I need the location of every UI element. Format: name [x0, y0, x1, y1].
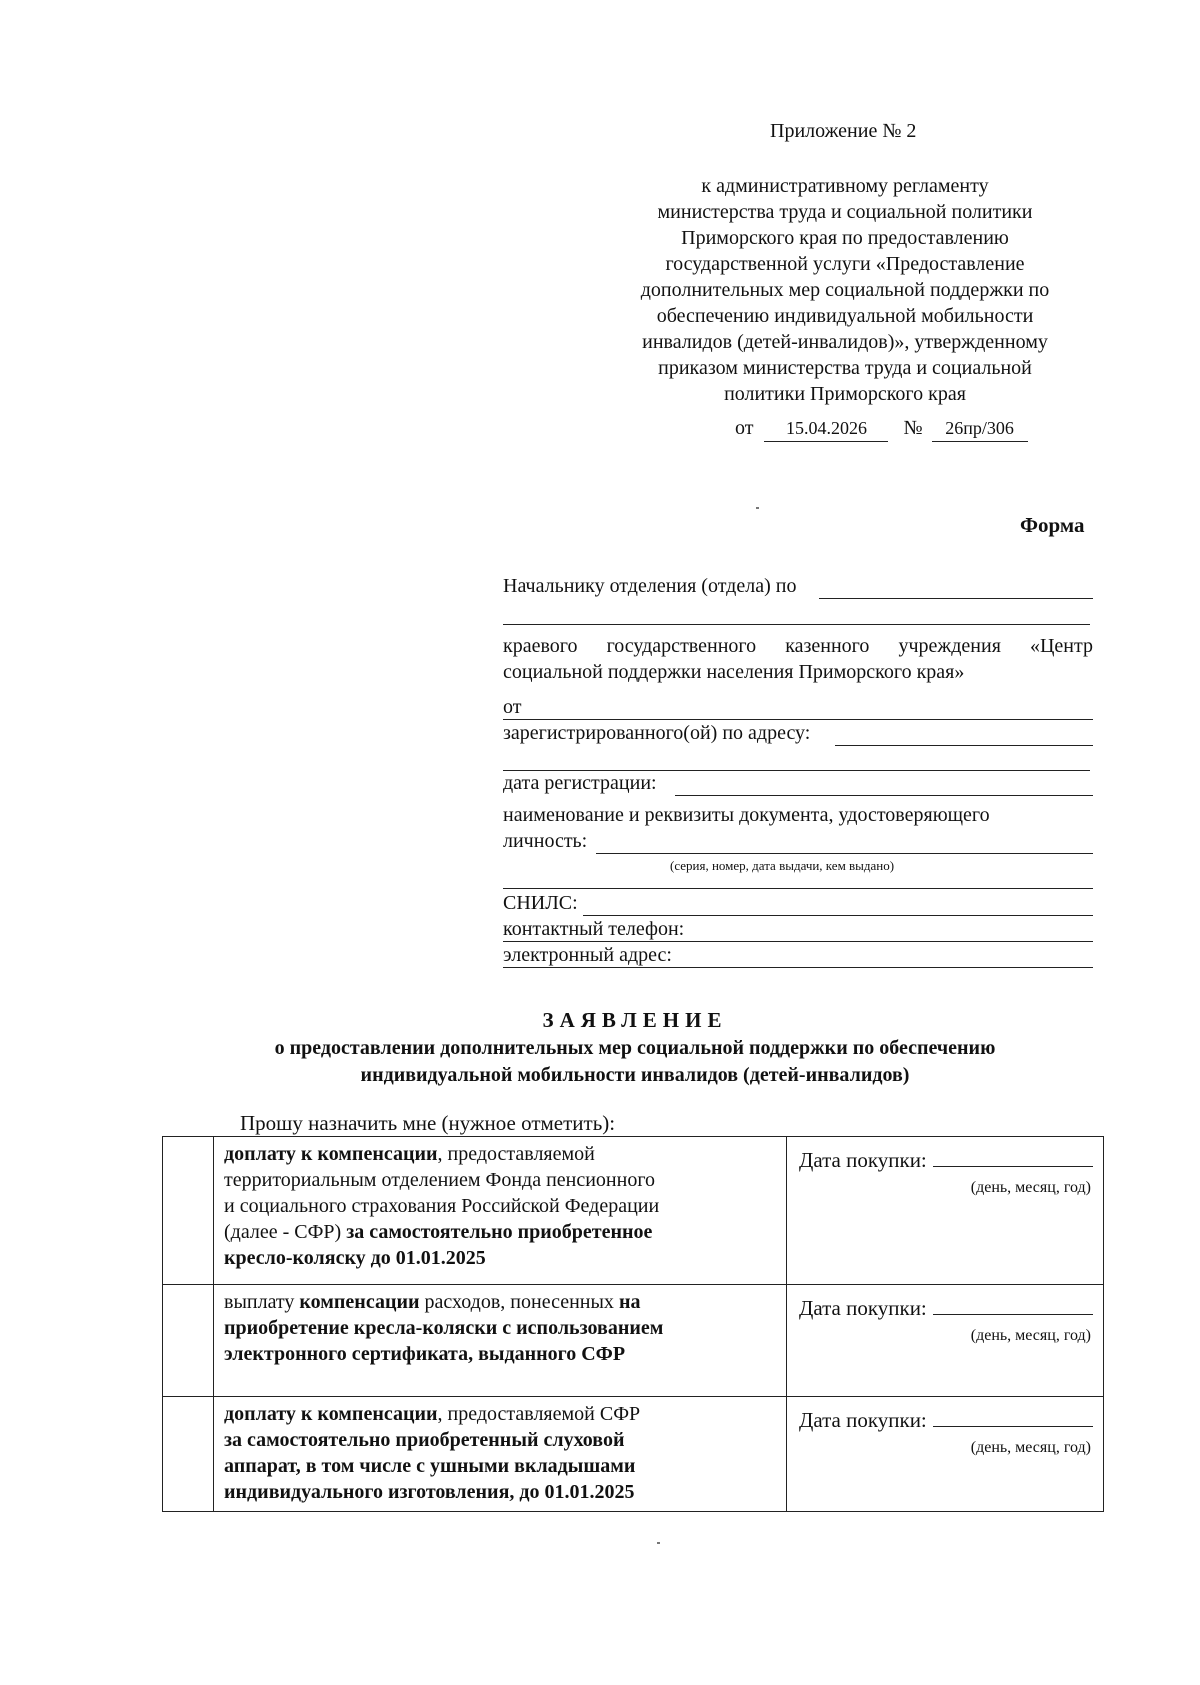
option-text-line — [224, 1219, 776, 1245]
appendix-description — [610, 173, 1080, 407]
identity-doc-label: наименование и реквизиты документа, удостоверяющего — [503, 804, 990, 826]
purchase-date-cell — [787, 1285, 1104, 1397]
identity-doc-label-cont: личность: — [503, 830, 588, 852]
option-text-line — [224, 1141, 776, 1167]
chief-fill-field[interactable] — [819, 598, 1093, 599]
option-text-run: компенсации — [299, 1291, 420, 1313]
registered-address-field[interactable] — [835, 745, 1093, 746]
option-text-line — [224, 1427, 776, 1453]
option-text-run: электронного сертификата, выданного СФР — [224, 1343, 626, 1365]
scan-speck — [756, 507, 759, 509]
registration-date-field[interactable] — [675, 795, 1093, 796]
option-text-line — [224, 1289, 776, 1315]
option-text-run: аппарат, в том числе с ушными вкладышами — [224, 1455, 636, 1477]
purchase-date-cell — [787, 1137, 1104, 1285]
option-text-run: приобретение кресла-коляски с использованием — [224, 1317, 664, 1339]
registered-address-label: зарегистрированного(ой) по адресу: — [503, 722, 811, 744]
option-text-line — [224, 1401, 776, 1427]
identity-doc-hint: (серия, номер, дата выдачи, кем выдано) — [670, 858, 895, 873]
option-description — [214, 1137, 787, 1285]
identity-doc-line — [503, 828, 1093, 854]
application-title: ЗАЯВЛЕНИЕ — [542, 1008, 728, 1032]
appendix-line: Приморского края по предоставлению — [681, 227, 1009, 249]
option-text-run: доплату к компенсации — [224, 1143, 438, 1165]
chief-continuation-field[interactable] — [503, 624, 1090, 625]
email-line — [503, 942, 1093, 968]
option-text-run: на — [618, 1291, 641, 1313]
option-text-run: за самостоятельно приобретенное — [346, 1221, 653, 1243]
option-text-run: за самостоятельно приобретенный слуховой — [224, 1429, 625, 1451]
option-checkbox[interactable] — [163, 1397, 214, 1512]
option-checkbox[interactable] — [163, 1285, 214, 1397]
option-text-line — [224, 1315, 776, 1341]
application-subtitle — [170, 1035, 1100, 1089]
purchase-date-label: Дата покупки: — [799, 1408, 927, 1432]
chief-label: Начальнику отделения (отдела) по — [503, 575, 797, 597]
from-label: от — [735, 417, 754, 439]
option-text-line — [224, 1193, 776, 1219]
appendix-line: приказом министерства труда и социальной — [658, 357, 1032, 379]
subtitle-line: индивидуальной мобильности инвалидов (детей-инвалидов) — [360, 1064, 910, 1086]
option-row — [163, 1137, 1104, 1285]
options-table — [162, 1136, 1104, 1512]
purchase-date-field[interactable] — [933, 1296, 1093, 1315]
purchase-date-hint: (день, месяц, год) — [970, 1439, 1091, 1456]
subtitle-line: о предоставлении дополнительных мер социальной поддержки по обеспечению — [274, 1037, 996, 1059]
option-text-run: территориальным отделением Фонда пенсионного — [224, 1169, 656, 1191]
applicant-from-label: от — [503, 696, 522, 718]
option-text-line — [224, 1245, 776, 1271]
option-row — [163, 1285, 1104, 1397]
purchase-date-field[interactable] — [933, 1408, 1093, 1427]
option-text-run: индивидуального изготовления, до 01.01.2025 — [224, 1481, 635, 1503]
phone-label: контактный телефон: — [503, 918, 685, 940]
appendix-line: дополнительных мер социальной поддержки по — [640, 279, 1050, 301]
request-prompt: Прошу назначить мне (нужное отметить): — [240, 1111, 616, 1135]
purchase-date-cell — [787, 1397, 1104, 1512]
option-text-run: (далее - СФР) — [224, 1221, 347, 1243]
option-text-run: расходов, понесенных — [419, 1291, 619, 1313]
option-row — [163, 1397, 1104, 1512]
identity-doc-continuation-field[interactable] — [503, 888, 1093, 889]
scan-speck — [657, 1542, 660, 1544]
email-field[interactable] — [503, 967, 1093, 968]
approval-date: 15.04.2026 — [764, 415, 888, 442]
form-label: Форма — [1020, 513, 1085, 537]
organization-name: краевого государственного казенного учреждения «Центр социальной поддержки населения Приморского края» — [503, 635, 1093, 683]
registration-date-line — [503, 770, 1093, 796]
option-description — [214, 1397, 787, 1512]
purchase-date-field[interactable] — [933, 1148, 1093, 1167]
appendix-line: политики Приморского края — [724, 383, 966, 405]
option-text-run: доплату к компенсации — [224, 1403, 438, 1425]
option-text-run: выплату — [224, 1291, 300, 1313]
option-text-run: и социального страхования Российской Федерации — [224, 1195, 660, 1217]
option-text-run: , предоставляемой СФР — [437, 1403, 641, 1425]
phone-line — [503, 916, 1093, 942]
option-text-line — [224, 1479, 776, 1505]
appendix-title: Приложение № 2 — [770, 120, 917, 142]
purchase-date-hint: (день, месяц, год) — [970, 1179, 1091, 1196]
snils-line — [503, 890, 1093, 916]
option-description — [214, 1285, 787, 1397]
chief-line — [503, 573, 1093, 599]
option-text-line — [224, 1453, 776, 1479]
email-label: электронный адрес: — [503, 944, 672, 966]
registration-date-label: дата регистрации: — [503, 772, 657, 794]
option-text-line — [224, 1167, 776, 1193]
appendix-line: инвалидов (детей-инвалидов)», утвержденному — [642, 331, 1048, 353]
approval-date-number — [735, 415, 1028, 442]
option-text-run: , предоставляемой — [437, 1143, 595, 1165]
purchase-date-hint: (день, месяц, год) — [970, 1327, 1091, 1344]
option-checkbox[interactable] — [163, 1137, 214, 1285]
option-text-run: кресло-коляску до 01.01.2025 — [224, 1247, 486, 1269]
appendix-line: министерства труда и социальной политики — [657, 201, 1033, 223]
snils-label: СНИЛС: — [503, 892, 578, 914]
appendix-line: государственной услуги «Предоставление — [665, 253, 1025, 275]
approval-number: 26пр/306 — [932, 415, 1028, 442]
purchase-date-label: Дата покупки: — [799, 1296, 927, 1320]
registered-address-line — [503, 720, 1093, 746]
purchase-date-label: Дата покупки: — [799, 1148, 927, 1172]
from-line — [503, 694, 1093, 720]
appendix-line: обеспечению индивидуальной мобильности — [656, 305, 1034, 327]
appendix-line: к административному регламенту — [701, 175, 989, 197]
number-sign: № — [903, 417, 923, 439]
option-text-line — [224, 1341, 776, 1367]
